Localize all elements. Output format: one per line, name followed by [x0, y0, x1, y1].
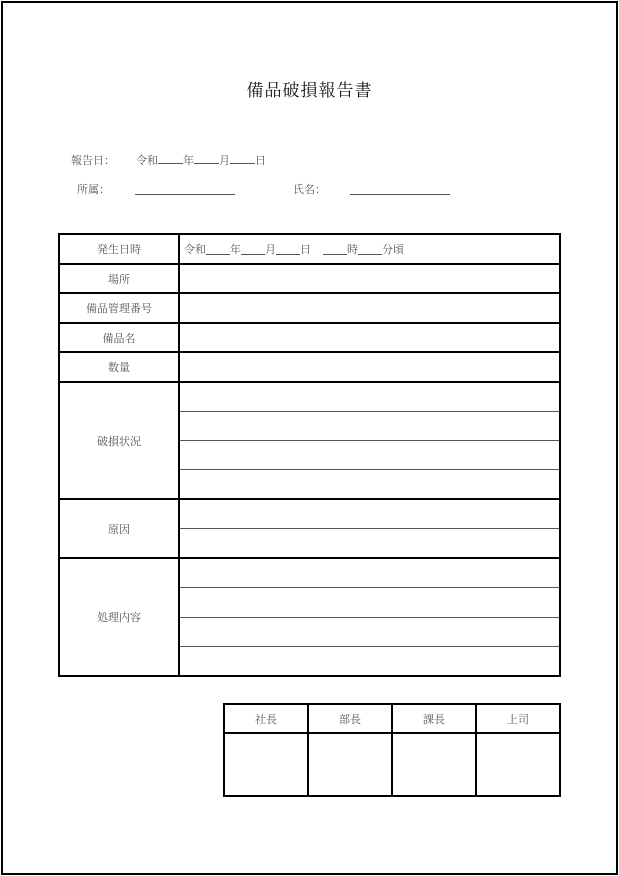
table-row-cause: [60, 500, 559, 559]
place-label: 場所: [60, 265, 180, 292]
action-line[interactable]: [180, 588, 559, 617]
affiliation-field[interactable]: [135, 183, 235, 195]
cause-label: 原因: [60, 500, 180, 557]
cause-line[interactable]: [180, 500, 559, 529]
name-line: [293, 181, 326, 197]
item-name-field[interactable]: [180, 324, 559, 351]
table-row-damage: [60, 383, 559, 500]
occurrence-label: 発生日時: [60, 235, 180, 263]
occ-era: 令和: [184, 243, 206, 256]
report-date-month: 月: [219, 154, 230, 167]
occ-minute: 分頃: [382, 243, 404, 256]
document-title: 備品破損報告書: [246, 81, 373, 101]
approval-stamp-box[interactable]: [309, 734, 391, 795]
table-row-item-name: [60, 324, 559, 353]
cause-field[interactable]: [180, 500, 559, 557]
quantity-label: 数量: [60, 353, 180, 381]
approval-column-section-head: [393, 705, 477, 795]
damage-line[interactable]: [180, 412, 559, 441]
occ-day: 日: [300, 243, 311, 256]
item-name-label: 備品名: [60, 324, 180, 351]
damage-line[interactable]: [180, 470, 559, 498]
affiliation-label: 所属：: [77, 183, 110, 196]
name-field[interactable]: [350, 183, 450, 195]
action-line[interactable]: [180, 559, 559, 588]
approval-header: 部長: [309, 705, 391, 734]
occurrence-date-line: [180, 235, 559, 263]
name-label: 氏名：: [293, 183, 326, 196]
asset-number-label: 備品管理番号: [60, 294, 180, 322]
table-row-occurrence: [60, 235, 559, 265]
approval-stamp-box[interactable]: [393, 734, 475, 795]
report-year-blank[interactable]: [158, 152, 183, 164]
occurrence-value[interactable]: [180, 235, 559, 263]
approval-column-president: [225, 705, 309, 795]
occ-year-blank[interactable]: [206, 243, 230, 255]
table-row-action: [60, 559, 559, 675]
action-field[interactable]: [180, 559, 559, 675]
action-line[interactable]: [180, 647, 559, 675]
action-line[interactable]: [180, 618, 559, 647]
report-month-blank[interactable]: [194, 152, 219, 164]
damage-line[interactable]: [180, 383, 559, 412]
table-row-place: [60, 265, 559, 294]
report-date-label: 報告日：: [71, 154, 115, 167]
approval-table: [223, 703, 561, 797]
approval-header: 社長: [225, 705, 307, 734]
approval-header: 課長: [393, 705, 475, 734]
occ-day-blank[interactable]: [276, 243, 300, 255]
damage-label: 破損状況: [60, 383, 180, 498]
approval-column-department-head: [309, 705, 393, 795]
damage-line[interactable]: [180, 441, 559, 470]
approval-header: 上司: [477, 705, 559, 734]
occ-month-blank[interactable]: [241, 243, 265, 255]
occ-hour-blank[interactable]: [323, 243, 347, 255]
place-field[interactable]: [180, 265, 559, 292]
table-row-quantity: [60, 353, 559, 383]
damage-field[interactable]: [180, 383, 559, 498]
approval-stamp-box[interactable]: [225, 734, 307, 795]
occ-year: 年: [230, 243, 241, 256]
approval-stamp-box[interactable]: [477, 734, 559, 795]
affiliation-line: [77, 181, 110, 197]
occ-month: 月: [265, 243, 276, 256]
approval-column-supervisor: [477, 705, 559, 795]
table-row-asset-number: [60, 294, 559, 324]
occ-minute-blank[interactable]: [358, 243, 382, 255]
report-date-year: 年: [183, 154, 194, 167]
quantity-field[interactable]: [180, 353, 559, 381]
report-date-era: 令和: [136, 154, 158, 167]
report-date-day: 日: [255, 154, 266, 167]
occ-hour: 時: [347, 243, 358, 256]
report-day-blank[interactable]: [230, 152, 255, 164]
cause-line[interactable]: [180, 529, 559, 557]
asset-number-field[interactable]: [180, 294, 559, 322]
report-table: [58, 233, 561, 677]
action-label: 処理内容: [60, 559, 180, 675]
report-date-line: [71, 152, 266, 168]
